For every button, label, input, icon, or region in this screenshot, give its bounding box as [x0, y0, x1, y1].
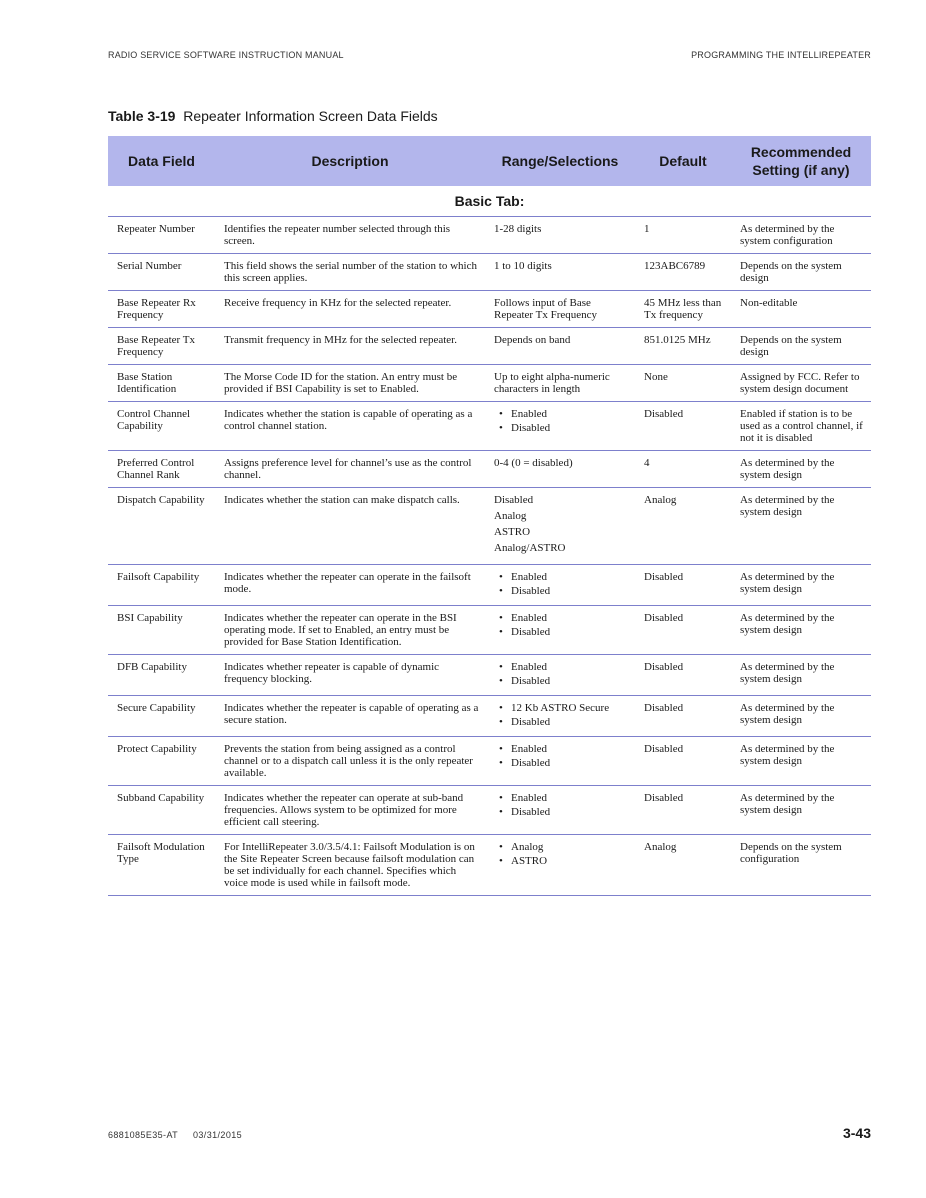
cell-recommended: Enabled if station is to be used as a control channel, if not it is disabled — [731, 402, 871, 451]
cell-description: Assigns preference level for channel’s use as the control channel. — [215, 451, 485, 488]
range-option: • Enabled — [494, 661, 631, 673]
cell-recommended: Non-editable — [731, 291, 871, 328]
cell-recommended: As determined by the system design — [731, 737, 871, 786]
range-option: • Disabled — [494, 806, 631, 818]
range-option: • Disabled — [494, 585, 631, 597]
column-header: Default — [635, 136, 731, 186]
cell-default: Disabled — [635, 786, 731, 835]
table-row — [108, 696, 871, 737]
table-row — [108, 254, 871, 291]
cell-description: For IntelliRepeater 3.0/3.5/4.1: Failsoft Modulation is on the Site Repeater Screen because failsoft modulation can be set individually for each channel. Specifies which voice mode is used while in failsoft mode. — [215, 835, 485, 896]
cell-field: Failsoft Capability — [108, 565, 215, 606]
table-body — [108, 186, 871, 896]
range-list — [494, 743, 631, 769]
cell-default: Disabled — [635, 606, 731, 655]
cell-description: Transmit frequency in MHz for the selected repeater. — [215, 328, 485, 365]
cell-default: Disabled — [635, 737, 731, 786]
cell-default: Analog — [635, 488, 731, 565]
data-fields-table — [108, 136, 871, 896]
range-option: • ASTRO — [494, 855, 631, 867]
cell-default: None — [635, 365, 731, 402]
cell-range — [485, 365, 635, 402]
cell-range — [485, 217, 635, 254]
cell-range — [485, 565, 635, 606]
cell-description: Identifies the repeater number selected through this screen. — [215, 217, 485, 254]
footer-doc-info — [108, 1130, 254, 1140]
cell-field: Serial Number — [108, 254, 215, 291]
cell-description: Indicates whether the station can make dispatch calls. — [215, 488, 485, 565]
table-row — [108, 565, 871, 606]
table-caption — [108, 108, 438, 124]
column-header: Recommended Setting (if any) — [731, 136, 871, 186]
range-text: 1-28 digits — [494, 223, 542, 235]
cell-default: Disabled — [635, 402, 731, 451]
cell-recommended: As determined by the system design — [731, 786, 871, 835]
page-number: 3-43 — [842, 1125, 871, 1141]
table-row — [108, 291, 871, 328]
cell-field: Failsoft Modulation Type — [108, 835, 215, 896]
range-option: • 12 Kb ASTRO Secure — [494, 702, 631, 714]
range-option: • Disabled — [494, 675, 631, 687]
cell-range — [485, 328, 635, 365]
cell-description: Indicates whether the station is capable of operating as a control channel station. — [215, 402, 485, 451]
range-option: ASTRO — [494, 526, 531, 538]
range-option: • Analog — [494, 841, 631, 853]
cell-range — [485, 254, 635, 291]
cell-description: This field shows the serial number of the station to which this screen applies. — [215, 254, 485, 291]
cell-default: Disabled — [635, 696, 731, 737]
cell-description: Indicates whether the repeater can operate in the failsoft mode. — [215, 565, 485, 606]
range-option: Analog/ASTRO — [494, 542, 566, 554]
cell-recommended: Depends on the system design — [731, 254, 871, 291]
cell-recommended: As determined by the system design — [731, 655, 871, 696]
cell-default: 45 MHz less than Tx frequency — [635, 291, 731, 328]
cell-recommended: Assigned by FCC. Refer to system design document — [731, 365, 871, 402]
range-option: • Disabled — [494, 716, 631, 728]
table-row — [108, 365, 871, 402]
range-option: • Enabled — [494, 571, 631, 583]
section-label: Basic Tab: — [108, 186, 871, 217]
table-row — [108, 606, 871, 655]
range-option: • Enabled — [494, 792, 631, 804]
column-header: Range/Selections — [485, 136, 635, 186]
cell-description: Indicates whether the repeater can operate at sub-band frequencies. Allows system to be optimized for more efficient call steering. — [215, 786, 485, 835]
cell-range — [485, 737, 635, 786]
cell-description: Indicates whether repeater is capable of dynamic frequency blocking. — [215, 655, 485, 696]
cell-range — [485, 451, 635, 488]
cell-default: 4 — [635, 451, 731, 488]
table-row — [108, 328, 871, 365]
cell-range — [485, 606, 635, 655]
range-list — [494, 702, 631, 728]
footer-date: 03/31/2015 — [193, 1130, 243, 1140]
range-option: Analog — [494, 510, 527, 522]
cell-description: Prevents the station from being assigned as a control channel or to a dispatch call unless it is the only repeater available. — [215, 737, 485, 786]
cell-recommended: As determined by the system configuration — [731, 217, 871, 254]
table-header-row — [108, 136, 871, 186]
cell-field: Base Repeater Rx Frequency — [108, 291, 215, 328]
footer-doc-number: 6881085E35-AT — [108, 1130, 179, 1140]
cell-description: Indicates whether the repeater is capable of operating as a secure station. — [215, 696, 485, 737]
cell-default: Analog — [635, 835, 731, 896]
table-row — [108, 655, 871, 696]
table-row — [108, 737, 871, 786]
range-option: Disabled — [494, 494, 534, 506]
range-list — [494, 661, 631, 687]
cell-recommended: Depends on the system configuration — [731, 835, 871, 896]
range-option: • Disabled — [494, 422, 631, 434]
cell-range — [485, 786, 635, 835]
cell-field: DFB Capability — [108, 655, 215, 696]
cell-field: BSI Capability — [108, 606, 215, 655]
range-text: 0-4 (0 = disabled) — [494, 457, 573, 469]
table-row — [108, 488, 871, 565]
range-list — [494, 494, 631, 554]
cell-field: Preferred Control Channel Rank — [108, 451, 215, 488]
cell-field: Control Channel Capability — [108, 402, 215, 451]
cell-description: Indicates whether the repeater can operate in the BSI operating mode. If set to Enabled, an entry must be provided for Base Station Identification. — [215, 606, 485, 655]
cell-field: Base Station Identification — [108, 365, 215, 402]
range-list — [494, 571, 631, 597]
cell-range — [485, 291, 635, 328]
cell-range — [485, 402, 635, 451]
running-header-left: RADIO SERVICE SOFTWARE INSTRUCTION MANUAL — [108, 50, 344, 60]
cell-field: Protect Capability — [108, 737, 215, 786]
range-option: • Disabled — [494, 757, 631, 769]
cell-default: Disabled — [635, 655, 731, 696]
cell-range — [485, 696, 635, 737]
column-header: Description — [215, 136, 485, 186]
cell-field: Secure Capability — [108, 696, 215, 737]
table-row — [108, 835, 871, 896]
cell-recommended: Depends on the system design — [731, 328, 871, 365]
table-row — [108, 786, 871, 835]
range-option: • Disabled — [494, 626, 631, 638]
running-header-right: PROGRAMMING THE INTELLIREPEATER — [691, 50, 871, 60]
cell-default: 123ABC6789 — [635, 254, 731, 291]
cell-recommended: As determined by the system design — [731, 451, 871, 488]
cell-recommended: As determined by the system design — [731, 565, 871, 606]
cell-recommended: As determined by the system design — [731, 696, 871, 737]
range-text: Depends on band — [494, 334, 571, 346]
cell-recommended: As determined by the system design — [731, 606, 871, 655]
cell-recommended: As determined by the system design — [731, 488, 871, 565]
table-row — [108, 402, 871, 451]
cell-field: Subband Capability — [108, 786, 215, 835]
table-caption-number: Table 3-19 — [108, 108, 176, 124]
range-list — [494, 408, 631, 434]
cell-default: Disabled — [635, 565, 731, 606]
cell-range — [485, 655, 635, 696]
range-text: Up to eight alpha-numeric characters in length — [494, 371, 610, 395]
cell-default: 851.0125 MHz — [635, 328, 731, 365]
cell-field: Dispatch Capability — [108, 488, 215, 565]
range-text: 1 to 10 digits — [494, 260, 552, 272]
cell-range — [485, 488, 635, 565]
range-text: Follows input of Base Repeater Tx Frequency — [494, 297, 598, 321]
table-row — [108, 217, 871, 254]
table-row — [108, 451, 871, 488]
range-list — [494, 792, 631, 818]
cell-description: The Morse Code ID for the station. An entry must be provided if BSI Capability is set to Enabled. — [215, 365, 485, 402]
cell-field: Base Repeater Tx Frequency — [108, 328, 215, 365]
table-caption-title: Repeater Information Screen Data Fields — [183, 108, 438, 124]
range-list — [494, 612, 631, 638]
cell-description: Receive frequency in KHz for the selected repeater. — [215, 291, 485, 328]
range-option: • Enabled — [494, 408, 631, 420]
range-list — [494, 841, 631, 867]
column-header: Data Field — [108, 136, 215, 186]
cell-field: Repeater Number — [108, 217, 215, 254]
cell-range — [485, 835, 635, 896]
range-option: • Enabled — [494, 743, 631, 755]
cell-default: 1 — [635, 217, 731, 254]
section-row — [108, 186, 871, 217]
range-option: • Enabled — [494, 612, 631, 624]
